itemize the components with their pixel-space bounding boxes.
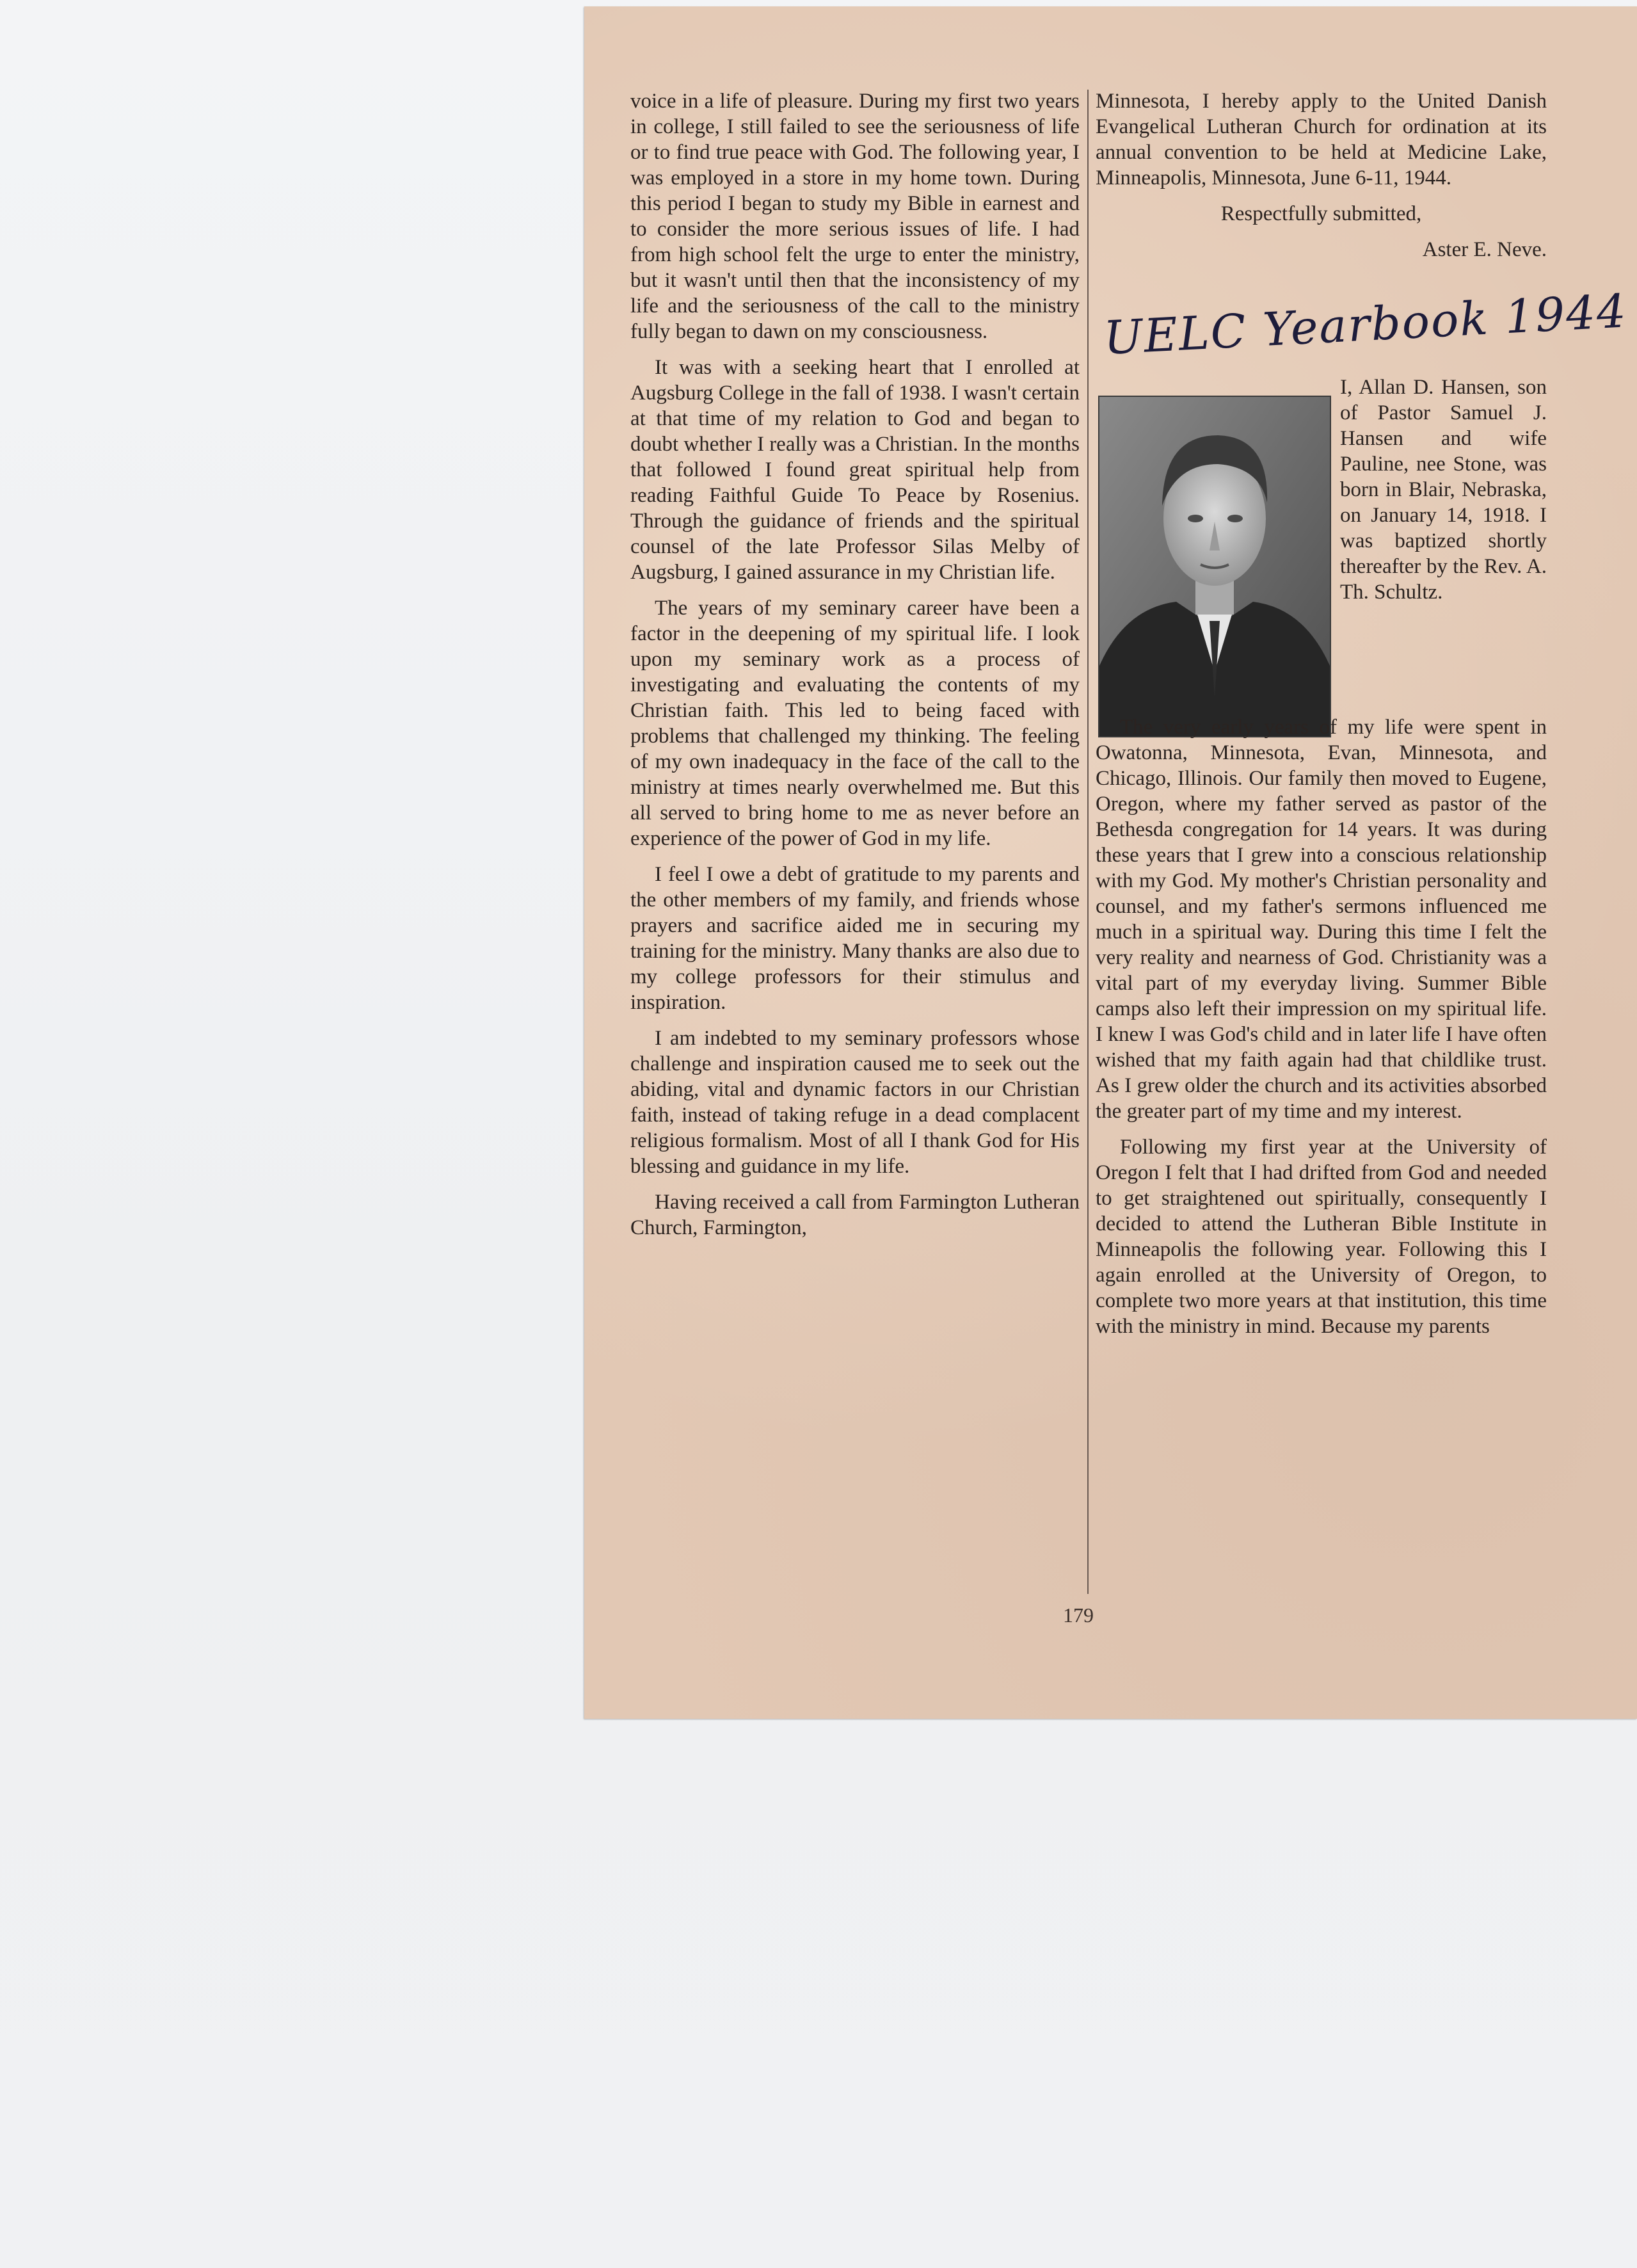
- portrait-photo: [1098, 396, 1331, 737]
- left-paragraph-1: voice in a life of pleasure. During my first two years in college, I still failed to see the seriousness of life or to find true peace with God. The following year, I was employed in a store in my home town. During this period I began to study my Bible in earnest and to consider the more serious issues of life. I had from high school felt the urge to enter the ministry, but it wasn't until then that the inconsistency of my life and the seriousness of the call to the ministry fully began to dawn on my consciousness.: [630, 90, 1080, 343]
- portrait-image: [1099, 397, 1330, 736]
- left-paragraph-4: I feel I owe a debt of gratitude to my parents and the other members of my family, and friends whose prayers and sacrifice aided me in securing my training for the ministry. Many thanks are also due to my college professors for their stimulus and inspiration.: [630, 863, 1080, 1014]
- page-number: 179: [1063, 1604, 1094, 1627]
- left-paragraph-3: The years of my seminary career have been a factor in the deepening of my spiritual life. I look upon my seminary work as a process of investigating and evaluating the contents of my Christian faith. This led to being faced with problems that challenged my thinking. The feeling of my own inadequacy in the face of the call to the ministry at times nearly overwhelmed me. But this all served to bring home to me as never before an experience of the power of God in my life.: [630, 597, 1080, 850]
- right-column-top: [1096, 88, 1547, 273]
- closing-line: Respectfully submitted,: [1220, 202, 1422, 225]
- handwritten-annotation: UELC Yearbook 1944: [1102, 284, 1629, 366]
- signature-line: Aster E. Neve.: [1422, 238, 1547, 261]
- column-divider: [1087, 90, 1089, 1594]
- biography-paragraph-1: The very early years of my life were spent in Owatonna, Minnesota, Evan, Minnesota, and Chicago, Illinois. Our family then moved to Eugene, Oregon, where my father served as pastor of the Bethesda congregation for 14 years. It was during these years that I grew into a conscious relationship with my God. My mother's Christian personality and counsel, and my father's sermons influenced me much in a spiritual way. During this time I felt the very reality and nearness of God. Christianity was a vital part of my everyday living. Summer Bible camps also left their impression on my spiritual life. I knew I was God's child and in later life I have often wished that my faith again had that childlike trust. As I grew older the church and its activities absorbed the greater part of my time and my interest.: [1096, 716, 1547, 1123]
- left-paragraph-5: I am indebted to my seminary professors whose challenge and inspiration caused me to seek out the abiding, vital and dynamic factors in our Christian faith, instead of taking refuge in a dead complacent religious formalism. Most of all I thank God for His blessing and guidance in my life.: [630, 1027, 1080, 1178]
- biography-continued: [1096, 714, 1547, 1349]
- left-paragraph-6: Having received a call from Farmington Lutheran Church, Farmington,: [630, 1191, 1080, 1239]
- left-column: [630, 88, 1080, 1251]
- biography-intro: I, Allan D. Hansen, son of Pastor Samuel J. Hansen and wife Pauline, nee Stone, was born in Blair, Nebraska, on January 14, 1918. I was baptized shortly thereafter by the Rev. A. Th. Schultz.: [1340, 376, 1547, 604]
- biography-paragraph-2: Following my first year at the University of Oregon I felt that I had drifted from God and needed to get straightened out spiritually, consequently I decided to attend the Lutheran Bible Institute in Minneapolis the following year. Following this I again enrolled at the University of Oregon, to complete two more years at that institution, this time with the ministry in mind. Because my parents: [1096, 1136, 1547, 1338]
- left-paragraph-2: It was with a seeking heart that I enrolled at Augsburg College in the fall of 1938. I wasn't certain at that time of my relation to God and began to doubt whether I really was a Christian. In the months that followed I found great spiritual help from reading Faithful Guide To Peace by Rosenius. Through the guidance of friends and the spiritual counsel of the late Professor Silas Melby of Augsburg, I gained assurance in my Christian life.: [630, 356, 1080, 584]
- application-text: Minnesota, I hereby apply to the United Danish Evangelical Lutheran Church for ordination at its annual convention to be held at Medicine Lake, Minneapolis, Minnesota, June 6-11, 1944.: [1096, 90, 1547, 189]
